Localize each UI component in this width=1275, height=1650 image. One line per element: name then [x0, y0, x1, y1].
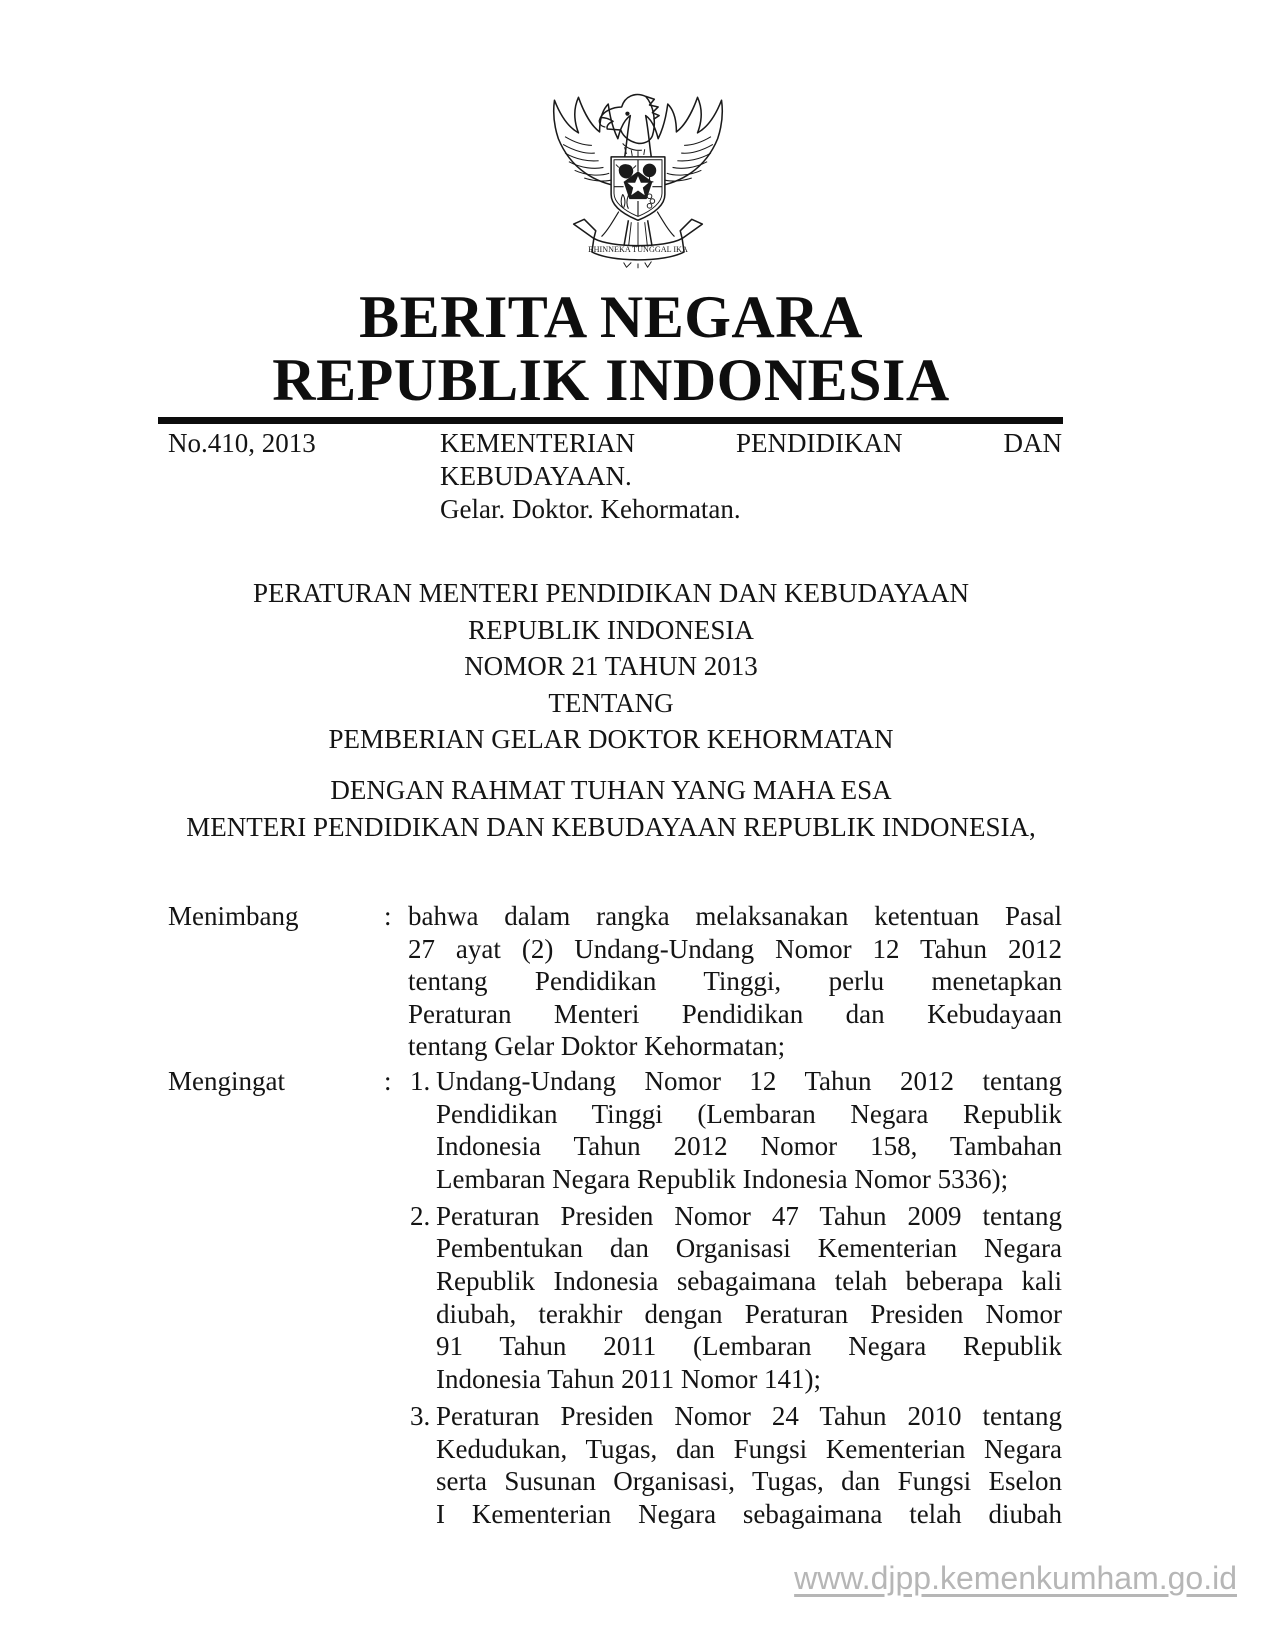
subject-line-1: KEMENTERIAN PENDIDIKAN DAN KEBUDAYAAN.: [440, 428, 1062, 491]
text-line: tentang Pendidikan Tinggi, perlu menetapkan: [408, 966, 1062, 997]
issue-number: No.410, 2013: [168, 428, 316, 458]
text-line: serta Susunan Organisasi, Tugas, dan Fungsi Eselon: [436, 1466, 1062, 1497]
text-line: 91 Tahun 2011 (Lembaran Negara Republik: [436, 1331, 1062, 1362]
text-line: bahwa dalam rangka melaksanakan ketentuan Pasal: [408, 901, 1062, 931]
invocation-line: DENGAN RAHMAT TUHAN YANG MAHA ESA: [330, 775, 892, 805]
motto-text: BHINNEKA TUNGGAL IKA: [588, 244, 688, 254]
text-line: Peraturan Presiden Nomor 24 Tahun 2010 tentang: [436, 1400, 1062, 1431]
subject-heading: [440, 427, 1062, 526]
text-line: Indonesia Tahun 2011 Nomor 141);: [436, 1363, 822, 1394]
legal-basis-list: [410, 1065, 1062, 1535]
item-number: 1.: [410, 1066, 431, 1096]
text-line: Kedudukan, Tugas, dan Fungsi Kementerian Negara: [436, 1433, 1062, 1464]
text-line: Pembentukan dan Organisasi Kementerian Negara: [436, 1233, 1062, 1264]
masthead-line-1: BERITA NEGARA: [359, 284, 863, 350]
regulation-title: [160, 575, 1062, 758]
regulation-title-line-1: PERATURAN MENTERI PENDIDIKAN DAN KEBUDAYAAN: [252, 578, 969, 608]
regulation-title-line-2: REPUBLIK INDONESIA: [468, 614, 754, 645]
subject-line-2: Gelar. Doktor. Kehormatan.: [440, 494, 741, 524]
item-number: 3.: [410, 1400, 431, 1431]
text-line: 27 ayat (2) Undang-Undang Nomor 12 Tahun 2012: [408, 933, 1062, 964]
masthead-line-2: REPUBLIK INDONESIA: [272, 347, 950, 413]
authority-line: MENTERI PENDIDIKAN DAN KEBUDAYAAN REPUBLIK INDONESIA,: [186, 812, 1036, 842]
pancasila-shield: [611, 157, 665, 220]
text-line: Lembaran Negara Republik Indonesia Nomor 5336);: [436, 1163, 1009, 1194]
text-line: I Kementerian Negara sebagaimana telah diubah: [436, 1498, 1062, 1529]
text-line: tentang Gelar Doktor Kehormatan;: [408, 1031, 786, 1062]
legal-basis-item: [410, 1200, 1062, 1396]
text-line: Peraturan Presiden Nomor 47 Tahun 2009 tentang: [436, 1200, 1062, 1231]
text-line: Indonesia Tahun 2012 Nomor 158, Tambahan: [436, 1131, 1062, 1162]
legal-basis-colon: :: [384, 1066, 392, 1096]
legal-basis-label: Mengingat: [168, 1066, 285, 1096]
considerations-label: Menimbang: [168, 901, 299, 931]
garuda-pancasila-emblem: [542, 82, 734, 274]
text-line: Pendidikan Tinggi (Lembaran Negara Republik: [436, 1098, 1062, 1129]
text-line: diubah, terakhir dengan Peraturan Presiden Nomor: [436, 1298, 1062, 1329]
legal-basis-item: [410, 1400, 1062, 1530]
masthead-divider-rule: [158, 417, 1063, 424]
masthead: [160, 286, 1062, 412]
considerations-paragraph: [408, 900, 1062, 1063]
text-line: Peraturan Menteri Pendidikan dan Kebudayaan: [408, 998, 1062, 1029]
watermark-url: www.djpp.kemenkumham.go.id: [794, 1560, 1237, 1596]
regulation-title-line-4: TENTANG: [548, 687, 674, 718]
text-line: Republik Indonesia sebagaimana telah beberapa kali: [436, 1266, 1062, 1297]
item-number: 2.: [410, 1200, 431, 1231]
legal-basis-item: [410, 1065, 1062, 1195]
text-line: Undang-Undang Nomor 12 Tahun 2012 tentang: [436, 1066, 1062, 1096]
regulation-title-line-3: NOMOR 21 TAHUN 2013: [464, 651, 758, 681]
considerations-colon: :: [384, 901, 392, 931]
regulation-title-line-5: PEMBERIAN GELAR DOKTOR KEHORMATAN: [328, 724, 894, 754]
